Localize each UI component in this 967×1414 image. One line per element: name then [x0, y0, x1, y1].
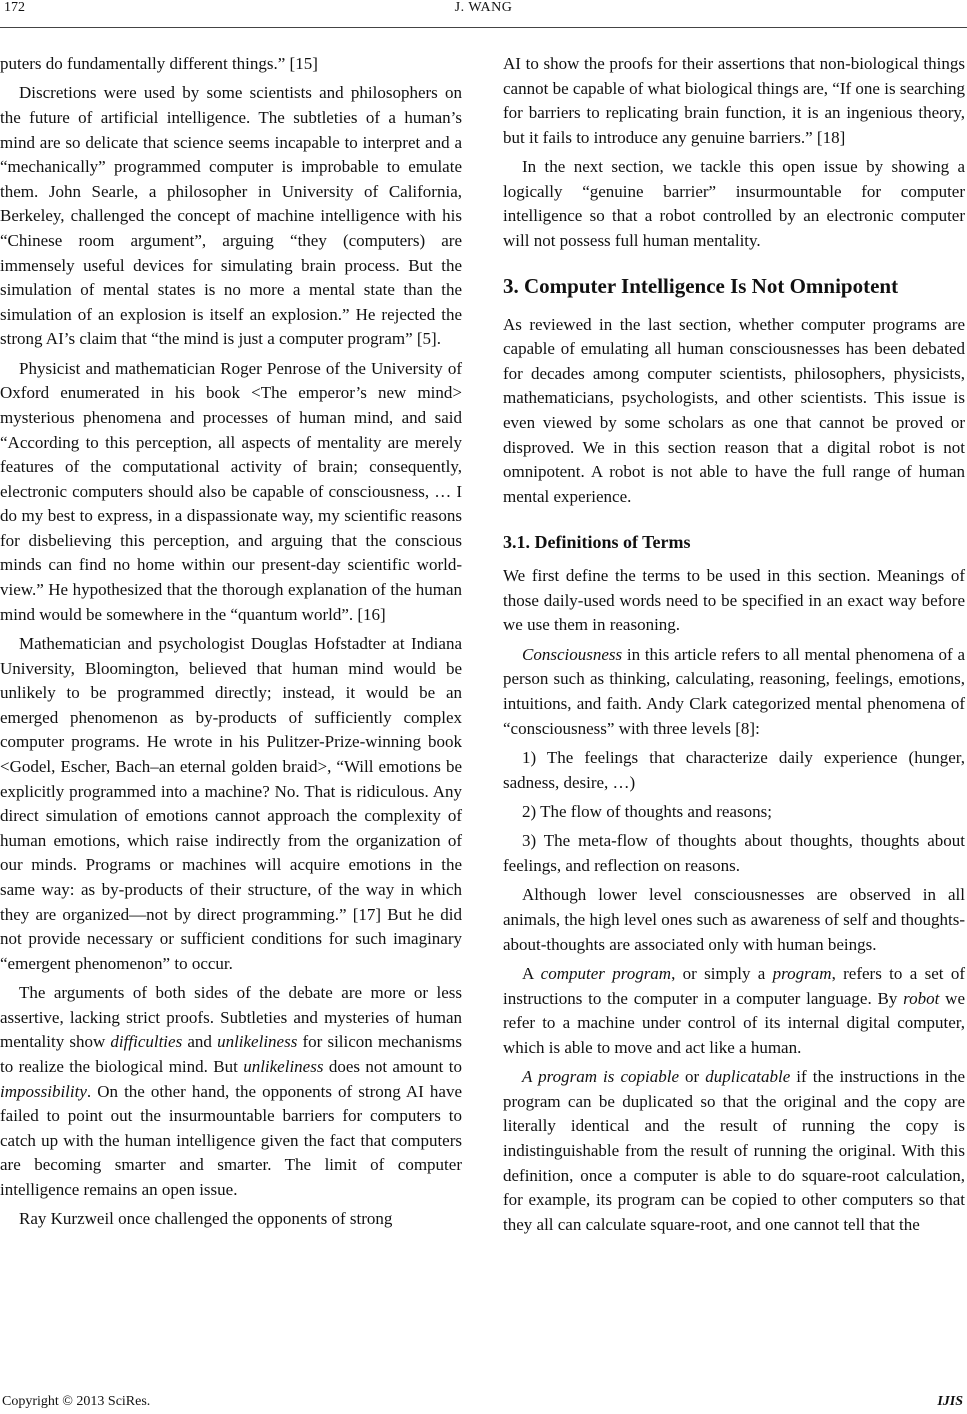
- text-run: or: [679, 1067, 706, 1087]
- text-run: , or simply a: [671, 963, 773, 983]
- page-number: 172: [4, 0, 25, 15]
- paragraph: [0, 357, 462, 628]
- paragraph: [503, 1065, 965, 1237]
- subsection-heading: [503, 530, 965, 554]
- text-run: The arguments of both sides of the debate are more or less assertive, lacking strict proofs. Subtleties and mysteries of human mentality show: [0, 983, 462, 1052]
- section-heading: [503, 273, 965, 299]
- emphasized-text: unlikeliness: [217, 1032, 298, 1052]
- text-run: Mathematician and psychologist Douglas Hofstadter at Indiana University, Bloomington, believed that human mind would be unlikely to be programmed directly; instead, it would be an emerged phenomenon as by-products of sufficiently complex computer programs. He wrote in his Pulitzer-Prize-winning book <Godel, Escher, Bach–an eternal golden braid>, “Will emotions be explicitly programmed into a machine? No. That is ridiculous. Any direct simulation of emotions cannot approach the complexity of human emotions, which raise indirectly from the organization of our minds. Programs or machines will acquire emotions in the same way: as by-products of their structure, of the way in which they are organized—not by direct programming.” [17] But he did not provide necessary or sufficient conditions for such imaginary “emergent phenomenon” to occur.: [0, 634, 462, 973]
- text-run: Physicist and mathematician Roger Penrose of the University of Oxford enumerated in his book <The emperor’s new mind> mysterious phenomena and processes of human mind, and said “According to this perception, all aspects of mentality are merely features of the computational activity of brain; consequently, electronic computers should also be capable of consciousness, … I do my best to express, in a dispassionate way, my scientific reasons for disbelieving this perception, and arguing that the conscious minds can find no home within our present-day scientific world-view.” He hypothesized that the thorough explanation of the human mind would be somewhere in the “quantum world”. [16]: [0, 358, 462, 624]
- running-head-author: J. WANG: [454, 0, 513, 15]
- text-run: We first define the terms to be used in this section. Meanings of those daily-used words need to be specified in an exact way before we use them in reasoning.: [503, 566, 965, 635]
- emphasized-text: impossibility: [0, 1081, 87, 1101]
- paragraph: [0, 1207, 462, 1232]
- text-run: we refer to a machine under control of its internal digital computer, which is able to move and act like a human.: [503, 988, 965, 1057]
- emphasized-text: difficulties: [110, 1032, 183, 1052]
- paragraph: [503, 829, 965, 878]
- text-run: 3. Computer Intelligence Is Not Omnipotent: [503, 273, 899, 298]
- paragraph: [0, 632, 462, 976]
- text-run: does not amount to: [323, 1056, 462, 1076]
- emphasized-text: computer program: [540, 963, 672, 983]
- text-run: 3) The meta-flow of thoughts about thoughts, thoughts about feelings, and reflection on reasons.: [503, 831, 965, 876]
- paragraph: [503, 800, 965, 825]
- journal-abbreviation: IJIS: [937, 1394, 963, 1409]
- emphasized-text: robot: [903, 988, 940, 1008]
- paragraph: [503, 52, 965, 150]
- emphasized-text: duplicatable: [705, 1067, 791, 1087]
- paragraph: [503, 155, 965, 253]
- emphasized-text: unlikeliness: [243, 1056, 324, 1076]
- text-run: AI to show the proofs for their assertions that non-biological things cannot be capable of what biological things are, “If one is searching for barriers to replicating brain function, it is an ingenious theory, but it fails to introduce any genuine barriers.” [18]: [503, 54, 965, 147]
- text-run: for silicon mechanisms to realize the biological mind. But: [0, 1032, 462, 1076]
- paragraph: [503, 643, 965, 741]
- paragraph: [503, 746, 965, 795]
- right-column: [503, 52, 965, 1242]
- text-run: puters do fundamentally different things.” [15]: [0, 54, 318, 73]
- header-rule: [0, 27, 967, 28]
- page-footer: [0, 1394, 967, 1412]
- paragraph: [503, 313, 965, 510]
- text-run: and: [182, 1032, 218, 1052]
- text-run: In the next section, we tackle this open issue by showing a logically “genuine barrier” insurmountable for computer intelligence so that a robot controlled by an electronic computer will not possess full human mentality.: [503, 157, 965, 250]
- text-run: Although lower level consciousnesses are observed in all animals, the high level ones such as awareness of self and thoughts-about-thoughts are associated only with human beings.: [503, 885, 965, 954]
- text-run: 2) The flow of thoughts and reasons;: [522, 802, 772, 822]
- text-run: As reviewed in the last section, whether computer programs are capable of emulating all human consciousnesses has been debated for decades among computer scientists, philosophers, physicists, mathematicians, psychologists, and other scientists. This issue is even viewed by some scholars as one that cannot be proved or disproved. We in this section reason that a digital robot is not omnipotent. A robot is not able to have the full range of human mental experience.: [503, 314, 965, 506]
- text-run: , refers to a set of instructions to the computer in a computer language. By: [503, 963, 965, 1008]
- page-header: [0, 0, 967, 24]
- text-run: 1) The feelings that characterize daily experience (hunger, sadness, desire, …): [503, 748, 965, 792]
- text-run: Ray Kurzweil once challenged the opponents of strong: [19, 1209, 393, 1229]
- left-column: [0, 52, 462, 1237]
- paragraph: [503, 962, 965, 1060]
- text-run: 3.1. Definitions of Terms: [503, 532, 691, 553]
- text-run: A: [522, 963, 541, 983]
- emphasized-text: Consciousness: [522, 644, 623, 664]
- paragraph: [503, 564, 965, 638]
- emphasized-text: program: [772, 963, 832, 983]
- paragraph: [0, 52, 462, 77]
- paragraph: [0, 81, 462, 352]
- copyright-notice: Copyright © 2013 SciRes.: [2, 1394, 151, 1409]
- text-run: if the instructions in the program can be duplicated so that the original and the copy are literally identical and the result of running the copy is indistinguishable from the result of running the original. With this definition, once a computer is able to do square-root calculation, for example, its program can be copied to other computers so that they all can calculate square-root, and one cannot tell that the: [503, 1067, 965, 1234]
- paragraph: [0, 981, 462, 1202]
- text-run: . On the other hand, the opponents of strong AI have failed to point out the insurmountable barriers for computers to catch up with the human intelligence given the fact that computers are becoming smarter and smarter. The limit of computer intelligence remains an open issue.: [0, 1081, 462, 1199]
- paragraph: [503, 883, 965, 957]
- text-run: Discretions were used by some scientists and philosophers on the future of artificial intelligence. The subtleties of a human’s mind are so delicate that science seems incapable to interpret and a “mechanically” programmed computer is improbable to emulate them. John Searle, a philosopher in University of California, Berkeley, challenged the concept of machine intelligence with his “Chinese room argument”, arguing “they (computers) are immensely useful devices for simulating brain process. But the simulation of mental states is no more a mental state than the simulation of an explosion is itself an explosion.” He rejected the strong AI’s claim that “the mind is just a computer program” [5].: [0, 83, 462, 349]
- emphasized-text: A program is copiable: [522, 1067, 679, 1087]
- text-run: in this article refers to all mental phenomena of a person such as thinking, calculating, reasoning, feelings, emotions, intuitions, and faith. Andy Clark categorized mental phenomena of “consciousness” with three levels [8]:: [503, 644, 965, 738]
